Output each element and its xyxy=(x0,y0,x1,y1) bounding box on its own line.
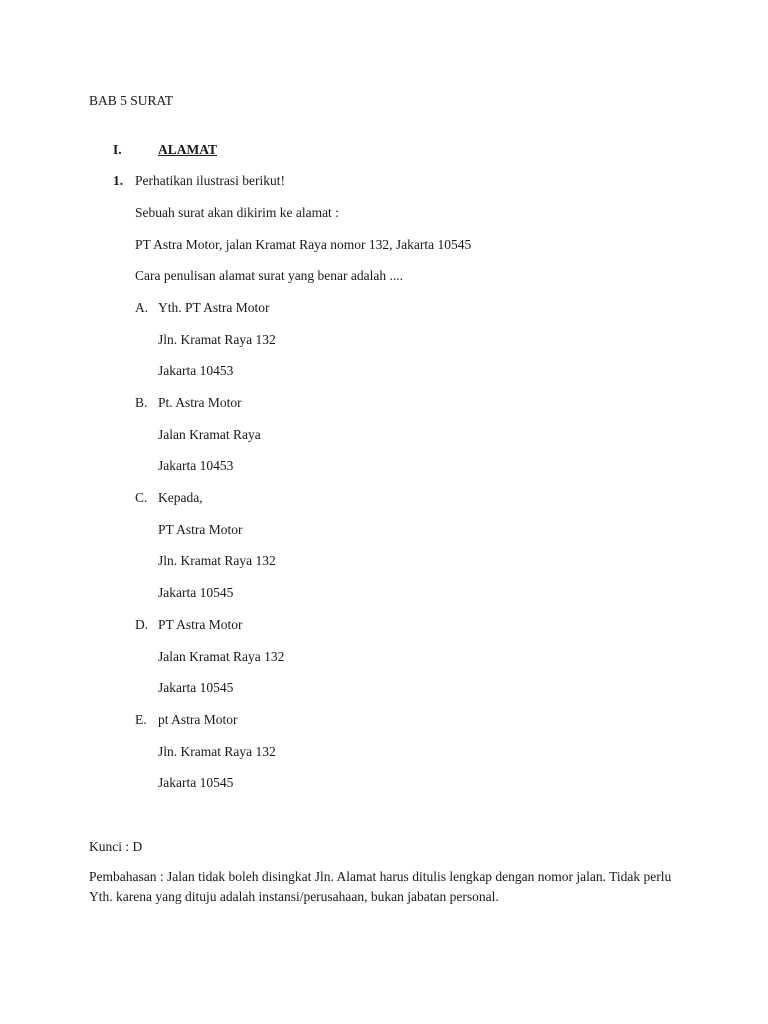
question-address: PT Astra Motor, jalan Kramat Raya nomor 132, Jakarta 10545 xyxy=(135,237,472,252)
option-a-line: Jln. Kramat Raya 132 xyxy=(158,332,276,347)
option-a-line: Yth. PT Astra Motor xyxy=(158,300,270,315)
option-e-line: Jln. Kramat Raya 132 xyxy=(158,744,276,759)
explanation-paragraph: Pembahasan : Jalan tidak boleh disingkat Jln. Alamat harus ditulis lengkap dengan nomor jalan. Tidak perlu Yth. karena yang dituju adalah instansi/perusahaan, bukan jabatan personal. xyxy=(89,869,672,904)
option-d-letter: D. xyxy=(135,617,149,632)
option-b-letter: B. xyxy=(135,395,148,410)
option-c-line: Jakarta 10545 xyxy=(158,585,234,600)
option-e-line: pt Astra Motor xyxy=(158,712,238,727)
answer-key: Kunci : D xyxy=(89,839,143,854)
option-c-line: Kepada, xyxy=(158,490,203,505)
option-a-line: Jakarta 10453 xyxy=(158,363,234,378)
option-c-line: Jln. Kramat Raya 132 xyxy=(158,553,276,568)
question-prompt: Cara penulisan alamat surat yang benar adalah .... xyxy=(135,268,404,283)
question-number: 1. xyxy=(113,173,124,188)
option-c-letter: C. xyxy=(135,490,148,505)
question-context: Sebuah surat akan dikirim ke alamat : xyxy=(135,205,339,220)
option-b-line: Jakarta 10453 xyxy=(158,458,234,473)
option-b-line: Jalan Kramat Raya xyxy=(158,427,261,442)
option-d-line: PT Astra Motor xyxy=(158,617,243,632)
option-a-letter: A. xyxy=(135,300,149,315)
option-e-line: Jakarta 10545 xyxy=(158,775,234,790)
section-title: ALAMAT xyxy=(158,142,217,157)
question-intro: Perhatikan ilustrasi berikut! xyxy=(135,173,285,188)
option-c-line: PT Astra Motor xyxy=(158,522,243,537)
option-b-line: Pt. Astra Motor xyxy=(158,395,242,410)
option-e-letter: E. xyxy=(135,712,147,727)
option-d-line: Jakarta 10545 xyxy=(158,680,234,695)
section-numeral: I. xyxy=(113,142,122,157)
option-d-line: Jalan Kramat Raya 132 xyxy=(158,649,285,664)
chapter-title: BAB 5 SURAT xyxy=(89,93,174,108)
